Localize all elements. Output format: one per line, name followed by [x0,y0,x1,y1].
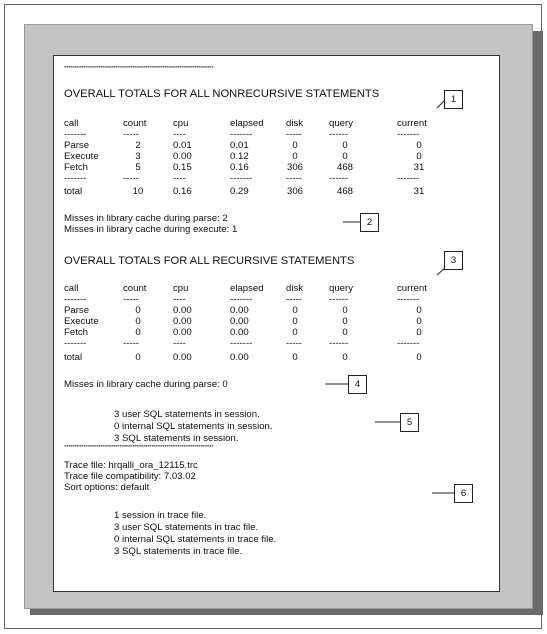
col-header-count: count [123,283,147,294]
cell-query: 0 [342,140,348,151]
dash-top: ----- [123,294,139,305]
cell-elapsed: 0.00 [230,327,249,338]
cell-elapsed: 0.12 [230,151,249,162]
dash-top: ---- [173,294,186,305]
cell-call: Fetch [64,162,88,173]
dash-top: ------- [230,294,253,305]
total-current: 0 [416,352,422,363]
cell-count: 0 [135,327,141,338]
total-disk: 0 [292,352,298,363]
dash-top: ----- [286,294,302,305]
trace-user-stmts-line: 3 user SQL statements in trac file. [114,522,259,533]
cell-count: 0 [135,316,141,327]
total-disk: 306 [286,186,303,197]
col-header-query: query [329,283,353,294]
trace-sessions-line: 1 session in trace file. [114,510,207,521]
cell-query: 0 [342,151,348,162]
cell-call: Fetch [64,327,88,338]
total-count: 10 [132,186,144,197]
dash-bottom: ------- [230,173,253,184]
cell-disk: 0 [292,140,298,151]
dash-top: ------ [329,294,349,305]
total-elapsed: 0.29 [230,186,249,197]
cell-disk: 0 [292,151,298,162]
total-label: total [64,352,83,363]
total-count: 0 [135,352,141,363]
trace-internal-stmts-line: 0 internal SQL statements in trace file. [114,534,277,545]
report-page [53,55,500,592]
trace-compat-line: Trace file compatibility: 7.03.02 [64,471,196,482]
dash-top: ------- [397,129,420,140]
dash-bottom: ------- [397,338,420,349]
dash-bottom: ----- [123,173,139,184]
dash-top: ----- [123,129,139,140]
cell-count: 3 [135,151,141,162]
total-elapsed: 0.00 [230,352,249,363]
callout-6: 6 [454,484,473,503]
dash-bottom: ------ [329,173,349,184]
col-header-elapsed: elapsed [230,118,264,129]
cell-count: 0 [135,305,141,316]
dash-bottom: ------- [64,173,87,184]
trace-total-stmts-line: 3 SQL statements in trace file. [114,546,243,557]
session-internal-stmts: 0 internal SQL statements in session. [114,421,273,432]
cell-elapsed: 0.00 [230,305,249,316]
callout-2: 2 [360,213,379,232]
cell-current: 0 [416,305,422,316]
cell-call: Parse [64,140,90,151]
dash-bottom: ----- [123,338,139,349]
session-user-stmts: 3 user SQL statements in session. [114,409,260,420]
callout-4: 4 [348,375,367,394]
total-query: 0 [342,352,348,363]
dash-top: ------- [230,129,253,140]
callout-1: 1 [444,90,463,109]
callout-leader-lines [54,56,499,591]
cell-elapsed: 0.00 [230,316,249,327]
dash-bottom: ---- [173,338,186,349]
cell-query: 468 [336,162,353,173]
col-header-call: call [64,118,79,129]
dash-bottom: ----- [286,338,302,349]
cell-cpu: 0.00 [173,316,192,327]
cell-call: Parse [64,305,90,316]
cell-disk: 0 [292,327,298,338]
col-header-disk: disk [286,283,304,294]
dash-bottom: ------- [397,173,420,184]
trace-file-line: Trace file: hrqalli_ora_12115.trc [64,460,198,471]
cell-call: Execute [64,316,99,327]
col-header-disk: disk [286,118,304,129]
recursive-title: OVERALL TOTALS FOR ALL RECURSIVE STATEMENTS [64,255,355,267]
cell-count: 5 [135,162,141,173]
cell-count: 2 [135,140,141,151]
total-current: 31 [413,186,425,197]
cell-call: Execute [64,151,99,162]
cell-current: 0 [416,327,422,338]
cell-cpu: 0.15 [173,162,192,173]
dash-bottom: ----- [286,173,302,184]
cell-disk: 0 [292,316,298,327]
separator-stars-top: ********************************************************************** [64,66,214,72]
col-header-cpu: cpu [173,118,189,129]
sort-options-line: Sort options: default [64,482,150,493]
col-header-call: call [64,283,79,294]
cell-cpu: 0.00 [173,305,192,316]
misses-execute-line: Misses in library cache during execute: 1 [64,224,238,235]
session-total-stmts: 3 SQL statements in session. [114,433,239,444]
dash-top: ----- [286,129,302,140]
cell-elapsed: 0.01 [230,140,249,151]
dash-bottom: ------- [64,338,87,349]
total-label: total [64,186,83,197]
dash-bottom: ------ [329,338,349,349]
misses-parse-line: Misses in library cache during parse: 0 [64,379,228,390]
col-header-current: current [397,118,427,129]
misses-parse-line: Misses in library cache during parse: 2 [64,213,228,224]
col-header-current: current [397,283,427,294]
dash-top: ---- [173,129,186,140]
dash-bottom: ---- [173,173,186,184]
cell-query: 0 [342,316,348,327]
total-cpu: 0.16 [173,186,192,197]
callout-5: 5 [400,413,419,432]
cell-cpu: 0.00 [173,151,192,162]
cell-query: 0 [342,327,348,338]
total-cpu: 0.00 [173,352,192,363]
cell-cpu: 0.01 [173,140,192,151]
cell-elapsed: 0.16 [230,162,249,173]
total-query: 468 [336,186,353,197]
cell-current: 0 [416,151,422,162]
col-header-cpu: cpu [173,283,189,294]
dash-top: ------- [64,129,87,140]
callout-3: 3 [444,251,463,270]
col-header-count: count [123,118,147,129]
dash-bottom: ------- [230,338,253,349]
cell-current: 0 [416,140,422,151]
cell-current: 31 [413,162,425,173]
cell-disk: 306 [286,162,303,173]
cell-query: 0 [342,305,348,316]
dash-top: ------- [397,294,420,305]
separator-stars-bottom: ********************************************************************** [64,445,214,451]
col-header-query: query [329,118,353,129]
col-header-elapsed: elapsed [230,283,264,294]
dash-top: ------ [329,129,349,140]
dash-top: ------- [64,294,87,305]
cell-disk: 0 [292,305,298,316]
cell-current: 0 [416,316,422,327]
cell-cpu: 0.00 [173,327,192,338]
nonrecursive-title: OVERALL TOTALS FOR ALL NONRECURSIVE STATEMENTS [64,88,380,100]
